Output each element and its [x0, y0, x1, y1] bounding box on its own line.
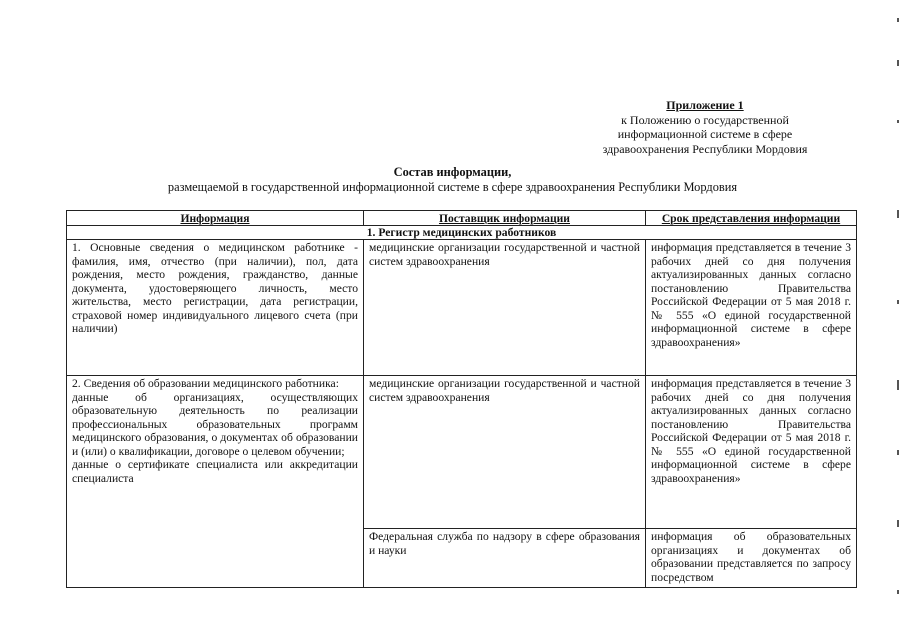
information-table — [66, 210, 857, 588]
cell-term: информация представляется в течение 3 рабочих дней со дня получения актуализированных данных согласно постановлению Правительства Российской Федерации от 5 мая 2018 г. № 555 «О единой государственной информационной системе в сфере здравоохранения» — [646, 376, 857, 529]
section-row — [67, 226, 857, 240]
appendix-line: к Положению о государственной — [621, 112, 789, 127]
cell-term: информация об образовательных организациях и документах об образовании представляется по запросу посредством — [646, 529, 857, 588]
document-heading — [60, 165, 845, 194]
header-provider: Поставщик информации — [364, 211, 646, 226]
header-information: Информация — [67, 211, 364, 226]
appendix-line: здравоохранения Республики Мордовия — [602, 141, 808, 156]
appendix-title: Приложение 1 — [666, 98, 744, 112]
cell-provider: медицинские организации государственной и частной систем здравоохранения — [364, 240, 646, 376]
scan-edge-marks — [883, 0, 905, 640]
table-header-row — [67, 211, 857, 226]
appendix-line: информационной системе в сфере — [617, 127, 793, 141]
appendix-block — [540, 98, 870, 156]
table-row — [67, 240, 857, 376]
cell-information: 1. Основные сведения о медицинском работнике - фамилия, имя, отчество (при наличии), пол, дата рождения, место рождения, гражданство, данные документа, удостоверяющего личность, место жительства, место регистрации, дата регистрации, страховой номер индивидуального лицевого счета (при наличии) — [67, 240, 364, 376]
cell-provider: медицинские организации государственной и частной систем здравоохранения — [364, 376, 646, 529]
section-title: 1. Регистр медицинских работников — [67, 226, 857, 240]
cell-provider: Федеральная служба по надзору в сфере образования и науки — [364, 529, 646, 588]
document-title: Состав информации, — [393, 165, 512, 179]
header-term: Срок представления информации — [646, 211, 857, 226]
cell-information: 2. Сведения об образовании медицинского работника: данные об организациях, осуществляющих образовательную деятельность по реализации профессиональных образовательных программ медицинского образования, о документах об образовании и (или) о квалификации, договоре о целевом обучении; данные о сертификате специалиста или аккредитации специалиста — [67, 376, 364, 588]
table-row — [67, 376, 857, 529]
document-subtitle: размещаемой в государственной информационной системе в сфере здравоохранения Республики Мордовия — [167, 179, 738, 194]
cell-term: информация представляется в течение 3 рабочих дней со дня получения актуализированных данных согласно постановлению Правительства Российской Федерации от 5 мая 2018 г. № 555 «О единой государственной информационной системе в сфере здравоохранения» — [646, 240, 857, 376]
